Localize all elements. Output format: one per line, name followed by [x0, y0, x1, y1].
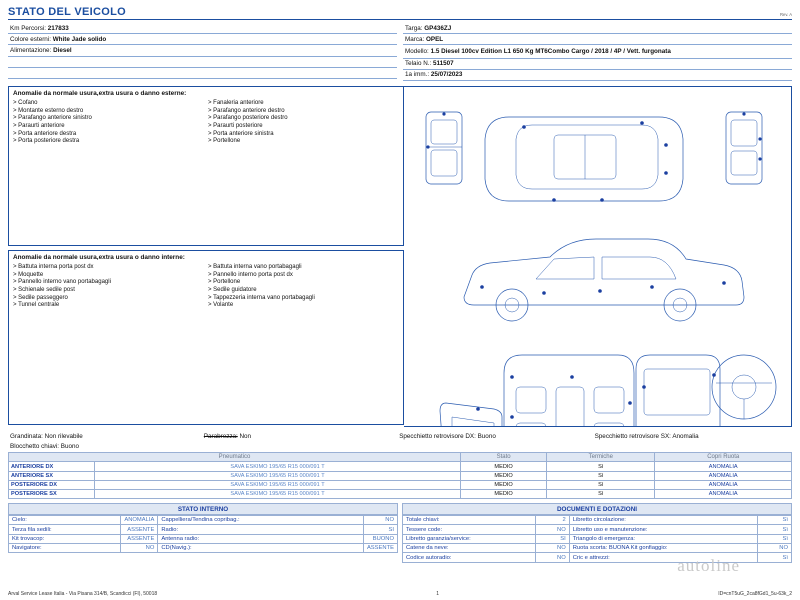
tyre-termiche: Sì: [547, 462, 655, 471]
tyre-position: ANTERIORE SX: [9, 471, 95, 480]
info-value: 511507: [433, 60, 454, 68]
anomaly-item: > Parafango posteriore destro: [208, 115, 288, 122]
field-label: Libretto garanzia/service:: [403, 534, 536, 543]
info-row-colore: [8, 34, 397, 45]
table-row: [9, 471, 792, 480]
field-label: CD(Navig.):: [158, 544, 364, 553]
info-row-immatricolazione: [403, 70, 792, 81]
info-label: Km Percorsi:: [10, 24, 47, 32]
field-value: NO: [363, 515, 397, 524]
anomalies-external-title: Anomalie da normale usura,extra usura o danno esterne:: [13, 90, 187, 98]
info-value: 25/07/2023: [430, 71, 463, 79]
field-label: Codice autoradio:: [403, 553, 536, 562]
field-value: ASSENTE: [121, 525, 158, 534]
tyre-spec: SAVA ESKIMO 195/65 R15 000/091 T: [95, 480, 461, 489]
stato-interno-title: STATO INTERNO: [8, 503, 398, 515]
info-label: Modello:: [405, 47, 429, 55]
field-value: BUONO: [363, 534, 397, 543]
tyres-table: [8, 452, 792, 499]
anomalies-external-box: [8, 86, 404, 246]
documenti-title: DOCUMENTI E DOTAZIONI: [402, 503, 792, 515]
tyre-stato: MEDIO: [461, 471, 547, 480]
stato-interno-panel: [8, 503, 398, 563]
tyre-position: ANTERIORE DX: [9, 462, 95, 471]
diagram-interior-trunk: [636, 355, 720, 426]
info-label: Marca:: [405, 35, 425, 43]
table-row: [9, 525, 398, 534]
tyre-copriruota: ANOMALIA: [655, 490, 792, 499]
vehicle-info-left: [8, 23, 403, 81]
diagram-front-view: [726, 112, 762, 184]
anomaly-item: > Pannello interno porta post dx: [208, 271, 293, 278]
field-label: Catene da neve:: [403, 544, 536, 553]
watermark: autoline: [677, 556, 740, 575]
anomaly-item: > Porta anteriore destra: [13, 130, 77, 137]
documenti-panel: [402, 503, 792, 563]
anomaly-item: > Paraurti anteriore: [13, 123, 65, 130]
field-label: Kit trovacop:: [9, 534, 121, 543]
diagram-door-panel: [440, 403, 502, 426]
info-value: Diesel: [53, 46, 72, 54]
info-row-telaio: [403, 59, 792, 70]
vehicle-diagram-panel: [404, 86, 792, 427]
table-row: [9, 480, 792, 489]
table-row: [403, 544, 792, 553]
blocchetto-value: Buono: [60, 443, 79, 451]
anomalies-internal-title: Anomalie da normale usura,extra usura o danno interne:: [13, 254, 185, 262]
anomalies-internal-col1: [13, 264, 204, 310]
tyres-col-stato: Stato: [461, 453, 547, 462]
info-value: 217833: [47, 24, 69, 32]
grandinata-label: Grandinata:: [10, 433, 43, 441]
field-label: Tessere code:: [403, 525, 536, 534]
field-label-split: [569, 544, 757, 553]
anomaly-item: > Portellone: [208, 138, 241, 145]
anomaly-item: > Battuta interna porta post dx: [13, 264, 94, 271]
footer-company: Arval Service Lease Italia - Via Pisana 314/B, Scandicci (FI), 50018: [8, 591, 158, 597]
field-value: ASSENTE: [121, 534, 158, 543]
field-label: Terza fila sedili:: [9, 525, 121, 534]
document-header: [8, 6, 792, 20]
anomalies-text-stack: [8, 86, 404, 427]
table-row: [403, 515, 792, 524]
info-value: 1.5 Diesel 100cv Edition L1 650 Kg MT6Combo Cargo / 2018 / 4P / Vett. furgonata: [430, 47, 671, 55]
table-row: [9, 490, 792, 499]
anomaly-item: > Battuta interna vano portabagagli: [208, 264, 302, 271]
page-title: STATO DEL VEICOLO: [8, 6, 126, 18]
anomaly-item: > Montante esterno destro: [13, 107, 84, 114]
tyres-col-copriruota: Copri Ruota: [655, 453, 792, 462]
vehicle-diagram: [404, 87, 784, 426]
anomaly-item: > Pannello interno vano portabagagli: [13, 279, 111, 286]
revision-label: Rev. A: [779, 12, 792, 17]
field-label: Libretto circolazione:: [569, 515, 757, 524]
anomaly-item: > Tappezzeria interna vano portabagagli: [208, 294, 315, 301]
anomaly-item: > Sedile passeggero: [13, 294, 68, 301]
tyre-termiche: Sì: [547, 480, 655, 489]
info-row-modello: [403, 45, 792, 58]
info-label: Colore esterni:: [10, 35, 51, 43]
tyre-copriruota: ANOMALIA: [655, 462, 792, 471]
info-row-spacer-1: [8, 57, 397, 68]
field-label: Triangolo di emergenza:: [569, 534, 757, 543]
bottom-panels: [8, 503, 792, 563]
info-row-alimentazione: [8, 45, 397, 56]
table-row: [9, 462, 792, 471]
mirror-dx-field: [399, 433, 594, 440]
info-label: 1a imm.:: [405, 71, 430, 79]
info-row-targa: [403, 23, 792, 34]
field-value: SI: [535, 534, 569, 543]
tyres-col-termiche: Termiche: [547, 453, 655, 462]
tyre-spec: SAVA ESKIMO 195/65 R15 000/091 T: [95, 471, 461, 480]
tyre-termiche: Sì: [547, 471, 655, 480]
anomaly-item: > Sedile guidatore: [208, 287, 257, 294]
info-row-km: [8, 23, 397, 34]
field-label: Cielo:: [9, 515, 121, 524]
anomaly-item: > Porta posteriore destra: [13, 138, 80, 145]
anomalies-external-col2: [208, 100, 399, 146]
field-label: Antenna radio:: [158, 534, 364, 543]
mirror-sx-label: Specchietto retrovisore SX:: [594, 433, 671, 441]
anomalies-section: [8, 86, 792, 427]
info-label: Alimentazione:: [10, 46, 52, 54]
tyre-copriruota: ANOMALIA: [655, 480, 792, 489]
blocchetto-label: Blocchetto chiavi:: [10, 443, 60, 451]
mirror-sx-value: Anomalia: [672, 433, 699, 441]
info-label: Telaio N.:: [405, 60, 432, 68]
field-value: NO: [535, 525, 569, 534]
anomalies-internal-col2: [208, 264, 399, 310]
table-row: [9, 515, 398, 524]
table-row: [9, 544, 398, 553]
anomaly-item: > Parafango anteriore destro: [208, 107, 285, 114]
anomaly-item: > Volante: [208, 302, 234, 309]
diagram-steering-wheel: [712, 355, 776, 419]
info-row-spacer-2: [8, 68, 397, 79]
vehicle-info-right: [403, 23, 792, 81]
vehicle-info: [8, 23, 792, 81]
tyre-stato: MEDIO: [461, 462, 547, 471]
table-row: [403, 525, 792, 534]
field-value: Sì: [758, 534, 792, 543]
info-value: GP436ZJ: [424, 24, 452, 32]
tyre-position: POSTERIORE DX: [9, 480, 95, 489]
field-value: Sì: [758, 515, 792, 524]
tyres-col-pneumatico: Pneumatico: [9, 453, 461, 462]
tyre-spec: SAVA ESKIMO 195/65 R15 000/091 T: [95, 490, 461, 499]
info-label: Targa:: [405, 24, 423, 32]
field-value: ANOMALIA: [121, 515, 158, 524]
mirror-dx-value: Buono: [477, 433, 496, 441]
tyre-copriruota: ANOMALIA: [655, 471, 792, 480]
field-value: 2: [535, 515, 569, 524]
ruota-scorta-value: BUONA: [608, 545, 630, 552]
ruota-scorta-label: Ruota scorta:: [572, 545, 608, 552]
field-value: ASSENTE: [363, 544, 397, 553]
field-label: Cric e attrezzi:: [569, 553, 757, 562]
info-row-marca: [403, 34, 792, 45]
anomalies-external-col1: [13, 100, 204, 146]
stato-interno-table: [8, 515, 398, 554]
diagram-rear-view: [426, 112, 462, 184]
mirror-sx-field: [595, 433, 790, 440]
tyres-header-row: [9, 453, 792, 462]
page-footer: [8, 591, 792, 597]
anomaly-item: > Moquette: [13, 271, 44, 278]
table-row: [9, 534, 398, 543]
diagram-top-view: [485, 117, 683, 202]
field-label: Libretto uso e manutenzione:: [569, 525, 757, 534]
grandinata-value: Non rilevabile: [44, 433, 83, 441]
field-label: Totale chiavi:: [403, 515, 536, 524]
field-label: Radio:: [158, 525, 364, 534]
tyre-position: POSTERIORE SX: [9, 490, 95, 499]
anomaly-item: > Schienale sedile post: [13, 287, 75, 294]
field-value: NO: [121, 544, 158, 553]
field-value: Sì: [758, 553, 792, 562]
parabrezza-value: Non: [239, 433, 252, 441]
tyre-spec: SAVA ESKIMO 195/65 R15 000/091 T: [95, 462, 461, 471]
parabrezza-label: Parabrezza:: [203, 433, 238, 441]
diagram-side-view: [464, 239, 744, 321]
table-row: [403, 534, 792, 543]
anomaly-item: > Fanaleria anteriore: [208, 100, 264, 107]
kit-gonfiaggio-label: Kit gonfiaggio:: [630, 545, 668, 552]
info-value: OPEL: [426, 35, 444, 43]
anomaly-item: > Cofano: [13, 100, 38, 107]
diagram-interior-cabin: [504, 355, 634, 426]
mirror-dx-label: Specchietto retrovisore DX:: [399, 433, 476, 441]
anomaly-item: > Parafango anteriore sinistro: [13, 115, 92, 122]
parabrezza-field: [204, 433, 399, 440]
tyre-stato: MEDIO: [461, 480, 547, 489]
kit-gonfiaggio-value: NO: [758, 544, 792, 553]
tyre-stato: MEDIO: [461, 490, 547, 499]
field-value: NO: [535, 544, 569, 553]
field-value: Sì: [758, 525, 792, 534]
anomaly-item: > Portellone: [208, 279, 241, 286]
field-value: SI: [363, 525, 397, 534]
tyre-termiche: Sì: [547, 490, 655, 499]
field-label: Navigatore:: [9, 544, 121, 553]
footer-doc-id: ID=cnT5uG_2ca8fGd1_5u-63k_2: [718, 591, 792, 597]
anomaly-item: > Paraurti posteriore: [208, 123, 263, 130]
anomaly-item: > Porta anteriore sinistra: [208, 130, 274, 137]
anomalies-internal-box: [8, 250, 404, 425]
summary-row: [8, 431, 792, 442]
info-value: White Jade solido: [52, 35, 107, 43]
blocchetto-chiavi-field: [8, 442, 792, 452]
footer-page-number: 1: [436, 591, 440, 597]
anomaly-item: > Tunnel centrale: [13, 302, 60, 309]
field-label: Cappelliera/Tendina copribag.:: [158, 515, 364, 524]
field-value: NO: [535, 553, 569, 562]
